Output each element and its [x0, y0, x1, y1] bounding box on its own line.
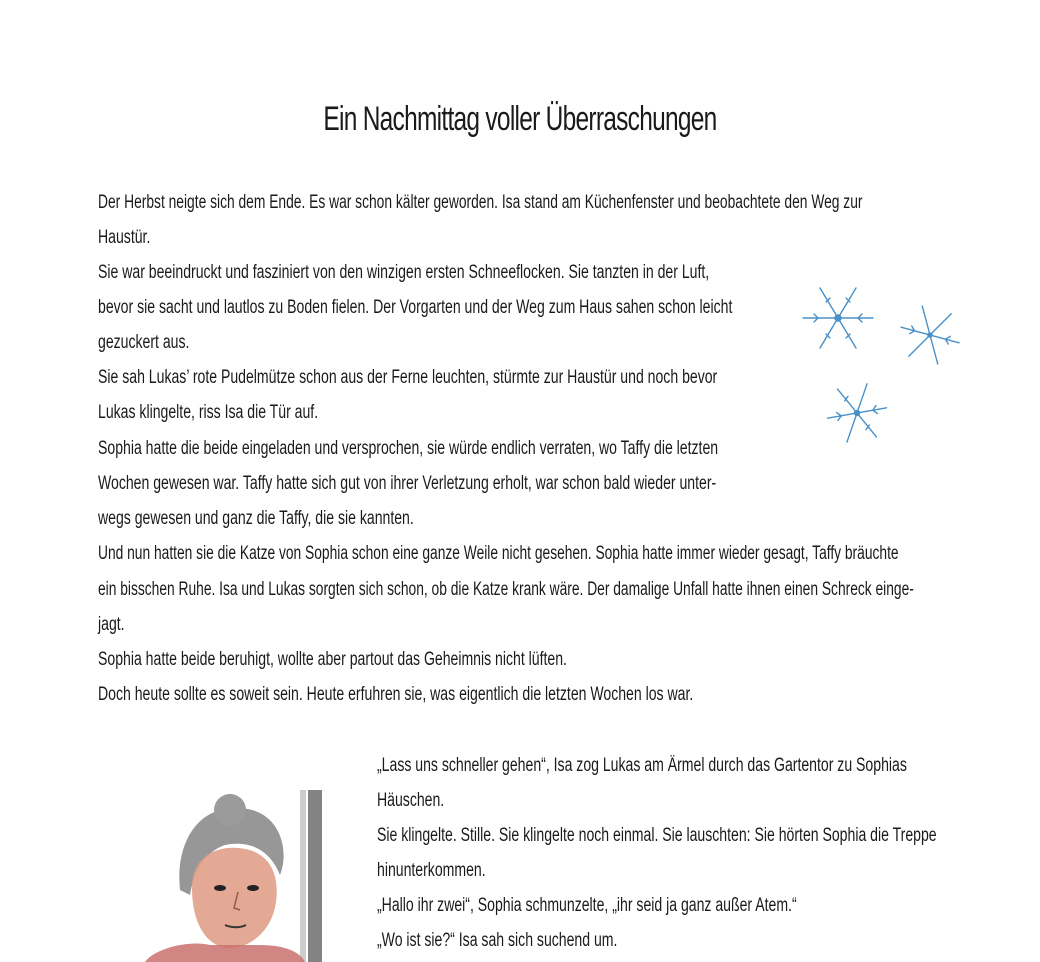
text-line: Sophia hatte die beide eingeladen und versprochen, sie würde endlich verraten, wo Taffy die letzten: [98, 438, 719, 459]
text-line: jagt.: [98, 614, 125, 635]
dialogue-line: „Hallo ihr zwei“, Sophia schmunzelte, „ihr seid ja ganz außer Atem.“: [377, 895, 797, 916]
text-line: Sophia hatte beide beruhigt, wollte aber partout das Geheimnis nicht lüften.: [98, 649, 567, 670]
text-line: wegs gewesen und ganz die Taffy, die sie kannten.: [98, 508, 414, 529]
text-line: Wochen gewesen war. Taffy hatte sich gut von ihrer Verletzung erholt, war schon bald wieder unter-: [98, 473, 717, 494]
text-line: Doch heute sollte es soweit sein. Heute erfuhren sie, was eigentlich die letzten Wochen los war.: [98, 684, 694, 705]
dialogue-line: Sie klingelte. Stille. Sie klingelte noch einmal. Sie lauschten: Sie hörten Sophia die Treppe: [377, 825, 937, 846]
text-line: gezuckert aus.: [98, 332, 190, 353]
text-line: Sie war beeindruckt und fasziniert von den winzigen ersten Schneeflocken. Sie tanzten in der Luft,: [98, 262, 710, 283]
sophia-illustration: [130, 780, 360, 962]
text-line: Der Herbst neigte sich dem Ende. Es war schon kälter geworden. Isa stand am Küchenfenster und beobachtete den Weg zur: [98, 192, 863, 213]
snowflakes-icon: [795, 280, 970, 455]
text-line: Sie sah Lukas’ rote Pudelmütze schon aus der Ferne leuchten, stürmte zur Haustür und noch bevor: [98, 367, 718, 388]
text-line: bevor sie sacht und lautlos zu Boden fielen. Der Vorgarten und der Weg zum Haus sahen schon leicht: [98, 297, 733, 318]
dialogue-line: „Wo ist sie?“ Isa sah sich suchend um.: [377, 930, 618, 951]
text-line: Lukas klingelte, riss Isa die Tür auf.: [98, 402, 319, 423]
text-line: Und nun hatten sie die Katze von Sophia schon eine ganze Weile nicht gesehen. Sophia hatte immer wieder gesagt, Taffy bräuchte: [98, 543, 899, 564]
dialogue-line: „Lass uns schneller gehen“, Isa zog Lukas am Ärmel durch das Gartentor zu Sophias: [377, 755, 907, 776]
text-line: Haustür.: [98, 227, 151, 248]
page-title: Ein Nachmittag voller Überraschungen: [323, 100, 717, 138]
text-line: ein bisschen Ruhe. Isa und Lukas sorgten sich schon, ob die Katze krank wäre. Der damalige Unfall hatte ihnen einen Schreck einge-: [98, 579, 914, 600]
dialogue-line: Häuschen.: [377, 790, 445, 811]
dialogue-line: hinunterkommen.: [377, 860, 486, 881]
